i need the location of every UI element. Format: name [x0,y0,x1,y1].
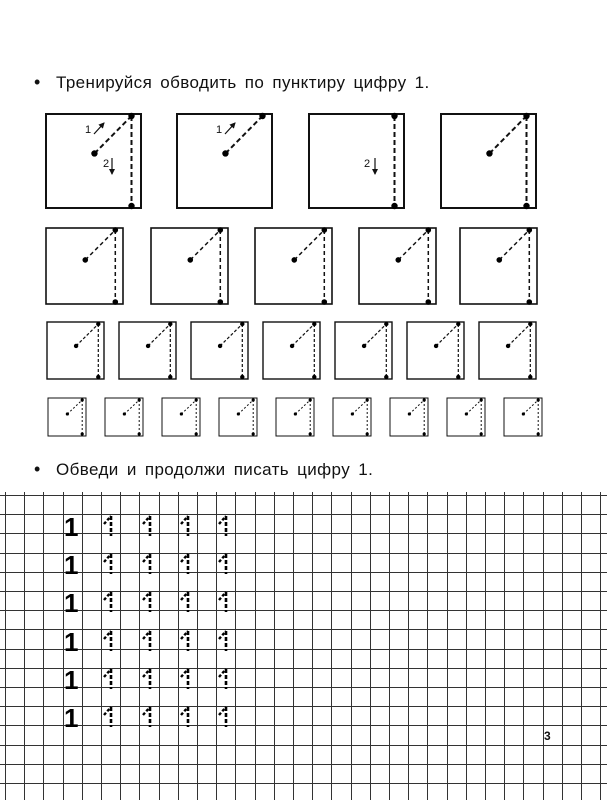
tracing-frame [219,398,257,436]
dashed-diagonal [190,230,220,260]
digit-one-tracing [219,631,226,651]
top-dot [240,322,244,326]
digit-one-sample: 1 [64,665,79,695]
digit-one-tracing [181,631,188,651]
top-dot [322,227,328,233]
tracing-frame [162,398,200,436]
frame-border [263,322,320,379]
writing-grid[interactable] [0,492,607,805]
direction-arrow [94,123,104,134]
tracing-frame [390,398,428,436]
frame-border [276,398,314,436]
step-label: 1 [216,124,223,136]
grid-canvas [0,492,607,800]
bullet: • [34,459,41,479]
top-dot [96,322,100,326]
dashed-diagonal [499,230,529,260]
start-dot [74,344,78,348]
digit-one-tracing [104,631,111,651]
top-dot [259,113,265,119]
tracing-frame [255,227,332,305]
step-label: 2 [103,158,110,170]
dashed-diagonal [124,400,139,414]
direction-arrow [225,123,235,134]
tracing-frame [309,113,404,209]
start-dot [291,257,297,263]
digit-one-tracing [219,592,226,612]
bullet: • [34,72,41,92]
digit-one-tracing [143,631,150,651]
digit-one-tracing [143,554,150,574]
dashed-diagonal [436,324,458,346]
tracing-frame [177,113,272,208]
end-dot [384,375,388,379]
digit-one-tracing [219,554,226,574]
frame-border [46,114,141,208]
tracing-frame [333,398,371,436]
dashed-diagonal [364,324,386,346]
frame-border [151,228,228,304]
frame-border [359,228,436,304]
tracing-frame [460,227,537,305]
start-dot [180,412,183,415]
digit-one-tracing [104,669,111,689]
start-dot [362,344,366,348]
end-dot [366,432,369,435]
frame-border [335,322,392,379]
end-dot [195,432,198,435]
dashed-diagonal [148,324,170,346]
dashed-diagonal [67,400,82,414]
top-dot [138,398,141,401]
frame-border [219,398,257,436]
start-dot [522,412,525,415]
end-dot [252,432,255,435]
end-dot [128,203,134,209]
start-dot [91,150,97,156]
end-dot [138,432,141,435]
start-dot [434,344,438,348]
digit-one-sample: 1 [64,627,79,657]
dashed-diagonal [489,116,526,153]
dashed-diagonal [76,324,98,346]
digit-one-tracing [143,707,150,727]
dashed-diagonal [94,116,131,153]
top-dot [423,398,426,401]
frame-border [119,322,176,379]
end-dot [456,375,460,379]
page-number: 3 [544,729,551,743]
end-dot [96,375,100,379]
digit-one-tracing [104,592,111,612]
tracing-frame [46,113,141,209]
tracing-frame [191,322,248,379]
instruction-write-text: Обведи и продолжи писать цифру 1. [56,460,374,479]
step-label: 1 [85,124,92,136]
top-dot [128,113,134,119]
top-dot [426,227,432,233]
frame-border [255,228,332,304]
digit-one-tracing [219,669,226,689]
digit-one-sample: 1 [64,550,79,580]
top-dot [366,398,369,401]
frame-border [47,322,104,379]
digit-one-tracing [143,592,150,612]
end-dot [426,299,432,305]
digit-one-tracing [104,707,111,727]
start-dot [465,412,468,415]
digit-one-tracing [181,707,188,727]
dashed-diagonal [225,116,262,153]
top-dot [195,398,198,401]
top-dot [113,227,119,233]
frame-border [479,322,536,379]
frame-border [309,114,404,208]
top-dot [252,398,255,401]
start-dot [123,412,126,415]
start-dot [496,257,502,263]
top-dot [527,227,533,233]
frame-border [333,398,371,436]
start-dot [66,412,69,415]
end-dot [309,432,312,435]
dashed-diagonal [523,400,538,414]
frame-border [407,322,464,379]
top-dot [312,322,316,326]
start-dot [146,344,150,348]
digit-one-tracing [181,554,188,574]
dashed-diagonal [294,230,324,260]
dashed-diagonal [85,230,115,260]
tracing-frame [105,398,143,436]
tracing-frame [447,398,485,436]
end-dot [113,299,119,305]
frame-border [390,398,428,436]
start-dot [506,344,510,348]
end-dot [240,375,244,379]
start-dot [82,257,88,263]
tracing-frame [504,398,542,436]
top-dot [528,322,532,326]
tracing-frame [407,322,464,379]
dashed-diagonal [466,400,481,414]
tracing-frame [46,227,123,305]
digit-one-sample: 1 [64,703,79,733]
start-dot [187,257,193,263]
tracing-frame [47,322,104,379]
tracing-frame [335,322,392,379]
dashed-diagonal [238,400,253,414]
top-dot [391,113,397,119]
tracing-frame [151,227,228,305]
start-dot [290,344,294,348]
end-dot [528,375,532,379]
dashed-diagonal [398,230,428,260]
digit-one-tracing [181,592,188,612]
tracing-frame [276,398,314,436]
frame-border [177,114,272,208]
top-dot [523,113,529,119]
frame-border [105,398,143,436]
tracing-frame [119,322,176,379]
frame-border [447,398,485,436]
top-dot [537,398,540,401]
end-dot [218,299,224,305]
digit-one-tracing [181,669,188,689]
end-dot [168,375,172,379]
digit-one-sample: 1 [64,512,79,542]
frame-border [504,398,542,436]
instruction-trace-text: Тренируйся обводить по пунктиру цифру 1. [56,73,430,92]
top-dot [480,398,483,401]
dashed-diagonal [508,324,530,346]
digit-one-tracing [219,707,226,727]
tracing-frame [359,227,436,305]
end-dot [537,432,540,435]
end-dot [423,432,426,435]
start-dot [222,150,228,156]
start-dot [218,344,222,348]
dashed-diagonal [292,324,314,346]
top-dot [309,398,312,401]
top-dot [456,322,460,326]
dashed-diagonal [295,400,310,414]
end-dot [81,432,84,435]
digit-one-tracing [104,554,111,574]
digit-one-sample: 1 [64,588,79,618]
tracing-frame [48,398,86,436]
start-dot [237,412,240,415]
end-dot [312,375,316,379]
end-dot [523,203,529,209]
instruction-write [34,459,373,480]
top-dot [384,322,388,326]
frame-border [48,398,86,436]
dashed-diagonal [409,400,424,414]
tracing-frame [479,322,536,379]
end-dot [322,299,328,305]
start-dot [294,412,297,415]
frame-border [46,228,123,304]
end-dot [480,432,483,435]
tracing-frame [441,113,536,209]
top-dot [218,227,224,233]
tracing-frame [263,322,320,379]
end-dot [391,203,397,209]
end-dot [527,299,533,305]
digit-one-tracing [143,669,150,689]
frame-border [162,398,200,436]
dashed-diagonal [220,324,242,346]
frame-border [441,114,536,208]
frame-border [191,322,248,379]
top-dot [168,322,172,326]
dashed-diagonal [352,400,367,414]
step-label: 2 [364,158,371,170]
start-dot [395,257,401,263]
start-dot [486,150,492,156]
frame-border [460,228,537,304]
dashed-diagonal [181,400,196,414]
start-dot [408,412,411,415]
top-dot [81,398,84,401]
start-dot [351,412,354,415]
